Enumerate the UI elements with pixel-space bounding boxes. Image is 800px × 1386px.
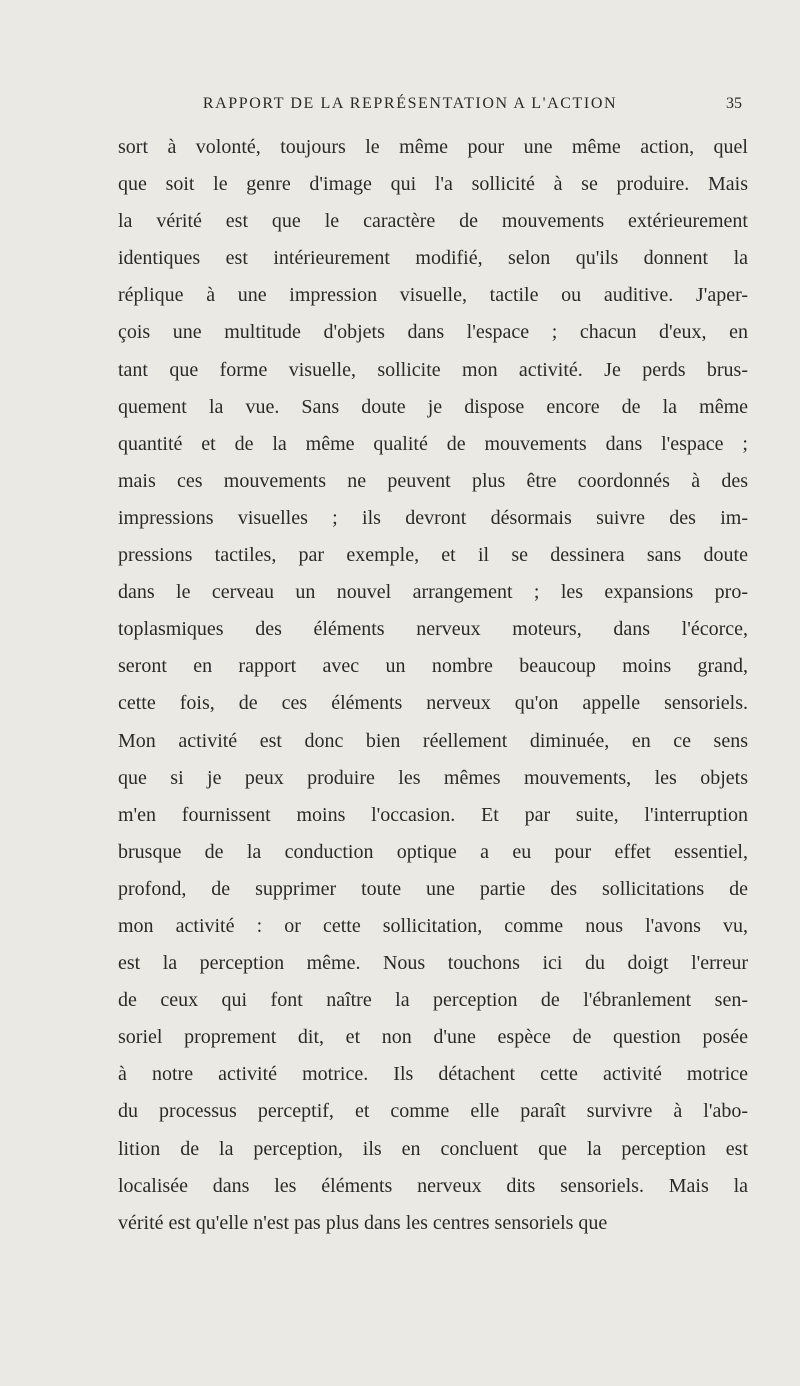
text-line: seront en rapport avec un nombre beaucoup moins grand, (118, 655, 748, 678)
running-head (130, 92, 742, 116)
text-line: m'en fournissent moins l'occasion. Et par suite, l'interruption (118, 803, 748, 826)
text-line: de ceux qui font naître la perception de l'ébranlement sen- (118, 989, 748, 1012)
text-line: identiques est intérieurement modifié, selon qu'ils donnent la (118, 247, 748, 270)
text-line: à notre activité motrice. Ils détachent cette activité motrice (118, 1063, 748, 1086)
body-text (118, 129, 748, 1242)
text-line: sort à volonté, toujours le même pour une même action, quel (118, 136, 748, 158)
text-line: vérité est qu'elle n'est pas plus dans les centres sensoriels que (118, 1211, 608, 1234)
text-line: profond, de supprimer toute une partie des sollicitations de (118, 877, 748, 900)
text-line: dans le cerveau un nouvel arrangement ; les expansions pro- (118, 581, 748, 604)
text-line: lition de la perception, ils en concluent que la perception est (118, 1137, 748, 1160)
text-line: réplique à une impression visuelle, tactile ou auditive. J'aper- (118, 284, 748, 307)
text-line: que soit le genre d'image qui l'a sollicité à se produire. Mais (118, 173, 748, 196)
text-line: la vérité est que le caractère de mouvements extérieurement (118, 210, 748, 233)
text-line: quement la vue. Sans doute je dispose encore de la même (118, 395, 748, 418)
text-line: toplasmiques des éléments nerveux moteurs, dans l'écorce, (118, 618, 748, 641)
text-line: impressions visuelles ; ils devront désormais suivre des im- (118, 506, 748, 529)
text-line: Mon activité est donc bien réellement diminuée, en ce sens (118, 729, 748, 752)
text-line: çois une multitude d'objets dans l'espace ; chacun d'eux, en (118, 321, 748, 344)
running-title: RAPPORT DE LA REPRÉSENTATION A L'ACTION (202, 95, 618, 112)
text-line: soriel proprement dit, et non d'une espèce de question posée (118, 1026, 748, 1049)
text-line: est la perception même. Nous touchons ici du doigt l'erreur (118, 952, 748, 975)
text-line: mon activité : or cette sollicitation, comme nous l'avons vu, (118, 914, 748, 937)
text-line: pressions tactiles, par exemple, et il se dessinera sans doute (118, 544, 748, 567)
text-line: quantité et de la même qualité de mouvements dans l'espace ; (118, 432, 748, 455)
text-line: que si je peux produire les mêmes mouvements, les objets (118, 766, 748, 789)
text-line: tant que forme visuelle, sollicite mon activité. Je perds brus- (118, 358, 748, 381)
page-number: 35 (726, 95, 742, 112)
text-line: brusque de la conduction optique a eu pour effet essentiel, (118, 840, 748, 863)
text-line: cette fois, de ces éléments nerveux qu'on appelle sensoriels. (118, 692, 748, 715)
text-line: mais ces mouvements ne peuvent plus être coordonnés à des (118, 469, 748, 492)
text-line: du processus perceptif, et comme elle paraît survivre à l'abo- (118, 1100, 748, 1123)
text-line: localisée dans les éléments nerveux dits sensoriels. Mais la (118, 1174, 748, 1197)
